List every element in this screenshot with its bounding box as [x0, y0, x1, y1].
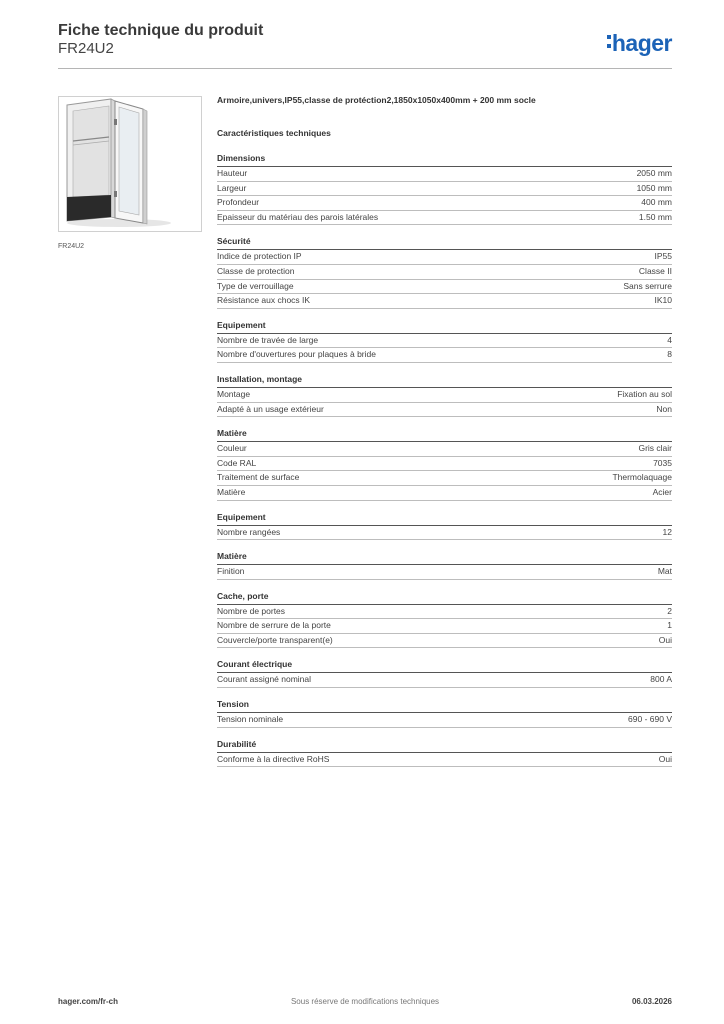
- hager-logo: [607, 30, 672, 57]
- spec-section: [217, 658, 672, 688]
- spec-label: Résistance aux chocs IK: [217, 295, 311, 306]
- footer-note: Sous réserve de modifications techniques: [290, 997, 440, 1006]
- spec-section: [217, 373, 672, 417]
- cabinet-image-icon: [59, 97, 201, 231]
- section-title: Matière: [217, 427, 672, 442]
- footer-website[interactable]: hager.com/fr-ch: [58, 997, 119, 1006]
- spec-value: Acier: [652, 486, 672, 497]
- spec-label: Montage: [217, 388, 251, 399]
- spec-label: Profondeur: [217, 197, 260, 208]
- spec-label: Matière: [217, 486, 246, 497]
- spec-label: Nombre de portes: [217, 605, 286, 616]
- spec-value: IK10: [654, 295, 672, 306]
- spec-sections: [217, 152, 672, 767]
- spec-label: Indice de protection IP: [217, 251, 302, 262]
- spec-content: [217, 95, 672, 767]
- spec-row: [217, 442, 672, 457]
- spec-value: Classe II: [638, 265, 672, 276]
- spec-value: Non: [656, 403, 672, 414]
- spec-section: [217, 319, 672, 363]
- spec-row: [217, 713, 672, 728]
- spec-row: [217, 250, 672, 265]
- spec-row: [217, 167, 672, 182]
- spec-label: Couvercle/porte transparent(e): [217, 634, 333, 645]
- spec-row: [217, 294, 672, 309]
- spec-value: 690 - 690 V: [628, 714, 672, 725]
- spec-label: Finition: [217, 566, 245, 577]
- spec-value: IP55: [654, 251, 672, 262]
- spec-value: 800 A: [650, 674, 672, 685]
- logo-text: hager: [611, 30, 672, 56]
- product-code: FR24U2: [58, 40, 114, 57]
- spec-row: [217, 182, 672, 197]
- section-title: Sécurité: [217, 235, 672, 250]
- section-title: Courant électrique: [217, 658, 672, 673]
- spec-row: [217, 457, 672, 472]
- spec-value: 1050 mm: [636, 182, 672, 193]
- section-title: Matière: [217, 550, 672, 565]
- spec-value: 4: [667, 334, 672, 345]
- spec-value: 2: [667, 605, 672, 616]
- product-image: [58, 96, 202, 232]
- spec-section: [217, 152, 672, 225]
- spec-value: Oui: [658, 634, 672, 645]
- logo-dots-icon: [607, 35, 611, 53]
- spec-label: Adapté à un usage extérieur: [217, 403, 324, 414]
- spec-subtitle: Caractéristiques techniques: [217, 128, 331, 138]
- spec-value: 1: [667, 620, 672, 631]
- section-title: Tension: [217, 698, 672, 713]
- spec-value: 8: [667, 349, 672, 360]
- page-title: Fiche technique du produit: [58, 22, 264, 39]
- spec-row: [217, 280, 672, 295]
- section-title: Durabilité: [217, 738, 672, 753]
- spec-row: [217, 471, 672, 486]
- spec-label: Largeur: [217, 182, 247, 193]
- spec-row: [217, 753, 672, 768]
- section-title: Cache, porte: [217, 590, 672, 605]
- spec-value: 400 mm: [641, 197, 672, 208]
- spec-label: Classe de protection: [217, 265, 295, 276]
- spec-row: [217, 196, 672, 211]
- spec-row: [217, 388, 672, 403]
- spec-section: [217, 698, 672, 728]
- spec-value: Fixation au sol: [617, 388, 672, 399]
- header-divider: [58, 68, 672, 69]
- spec-label: Traitement de surface: [217, 472, 300, 483]
- spec-row: [217, 619, 672, 634]
- spec-value: 1.50 mm: [638, 211, 672, 222]
- product-description: Armoire,univers,IP55,classe de protéction2,1850x1050x400mm + 200 mm socle: [217, 95, 536, 105]
- spec-label: Tension nominale: [217, 714, 284, 725]
- spec-row: [217, 673, 672, 688]
- spec-label: Nombre de travée de large: [217, 334, 319, 345]
- spec-value: Thermolaquage: [612, 472, 672, 483]
- spec-section: [217, 590, 672, 649]
- spec-section: [217, 235, 672, 308]
- spec-value: Gris clair: [638, 443, 672, 454]
- spec-label: Hauteur: [217, 168, 248, 178]
- section-title: Equipement: [217, 511, 672, 526]
- spec-value: Sans serrure: [623, 280, 672, 291]
- spec-section: [217, 738, 672, 768]
- spec-section: [217, 550, 672, 580]
- spec-value: 12: [662, 526, 672, 537]
- spec-section: [217, 427, 672, 500]
- spec-value: 2050 mm: [636, 168, 672, 178]
- image-caption: FR24U2: [58, 243, 85, 250]
- spec-label: Couleur: [217, 443, 247, 454]
- spec-value: Mat: [657, 566, 672, 577]
- spec-row: [217, 605, 672, 620]
- spec-label: Code RAL: [217, 457, 257, 468]
- spec-section: [217, 511, 672, 541]
- spec-label: Type de verrouillage: [217, 280, 294, 291]
- spec-label: Nombre de serrure de la porte: [217, 620, 331, 631]
- spec-row: [217, 348, 672, 363]
- section-title: Installation, montage: [217, 373, 672, 388]
- footer-date: 06.03.2026: [631, 997, 672, 1006]
- spec-value: Oui: [658, 753, 672, 764]
- spec-row: [217, 565, 672, 580]
- spec-label: Conforme à la directive RoHS: [217, 753, 330, 764]
- spec-value: 7035: [653, 457, 672, 468]
- spec-row: [217, 634, 672, 649]
- spec-row: [217, 526, 672, 541]
- spec-label: Nombre d'ouvertures pour plaques à bride: [217, 349, 376, 360]
- spec-row: [217, 265, 672, 280]
- spec-row: [217, 334, 672, 349]
- spec-label: Courant assigné nominal: [217, 674, 312, 685]
- section-title: Dimensions: [217, 152, 672, 167]
- spec-row: [217, 211, 672, 226]
- spec-label: Epaisseur du matériau des parois latérales: [217, 211, 379, 222]
- spec-row: [217, 486, 672, 501]
- spec-label: Nombre rangées: [217, 526, 281, 537]
- section-title: Equipement: [217, 319, 672, 334]
- spec-row: [217, 403, 672, 418]
